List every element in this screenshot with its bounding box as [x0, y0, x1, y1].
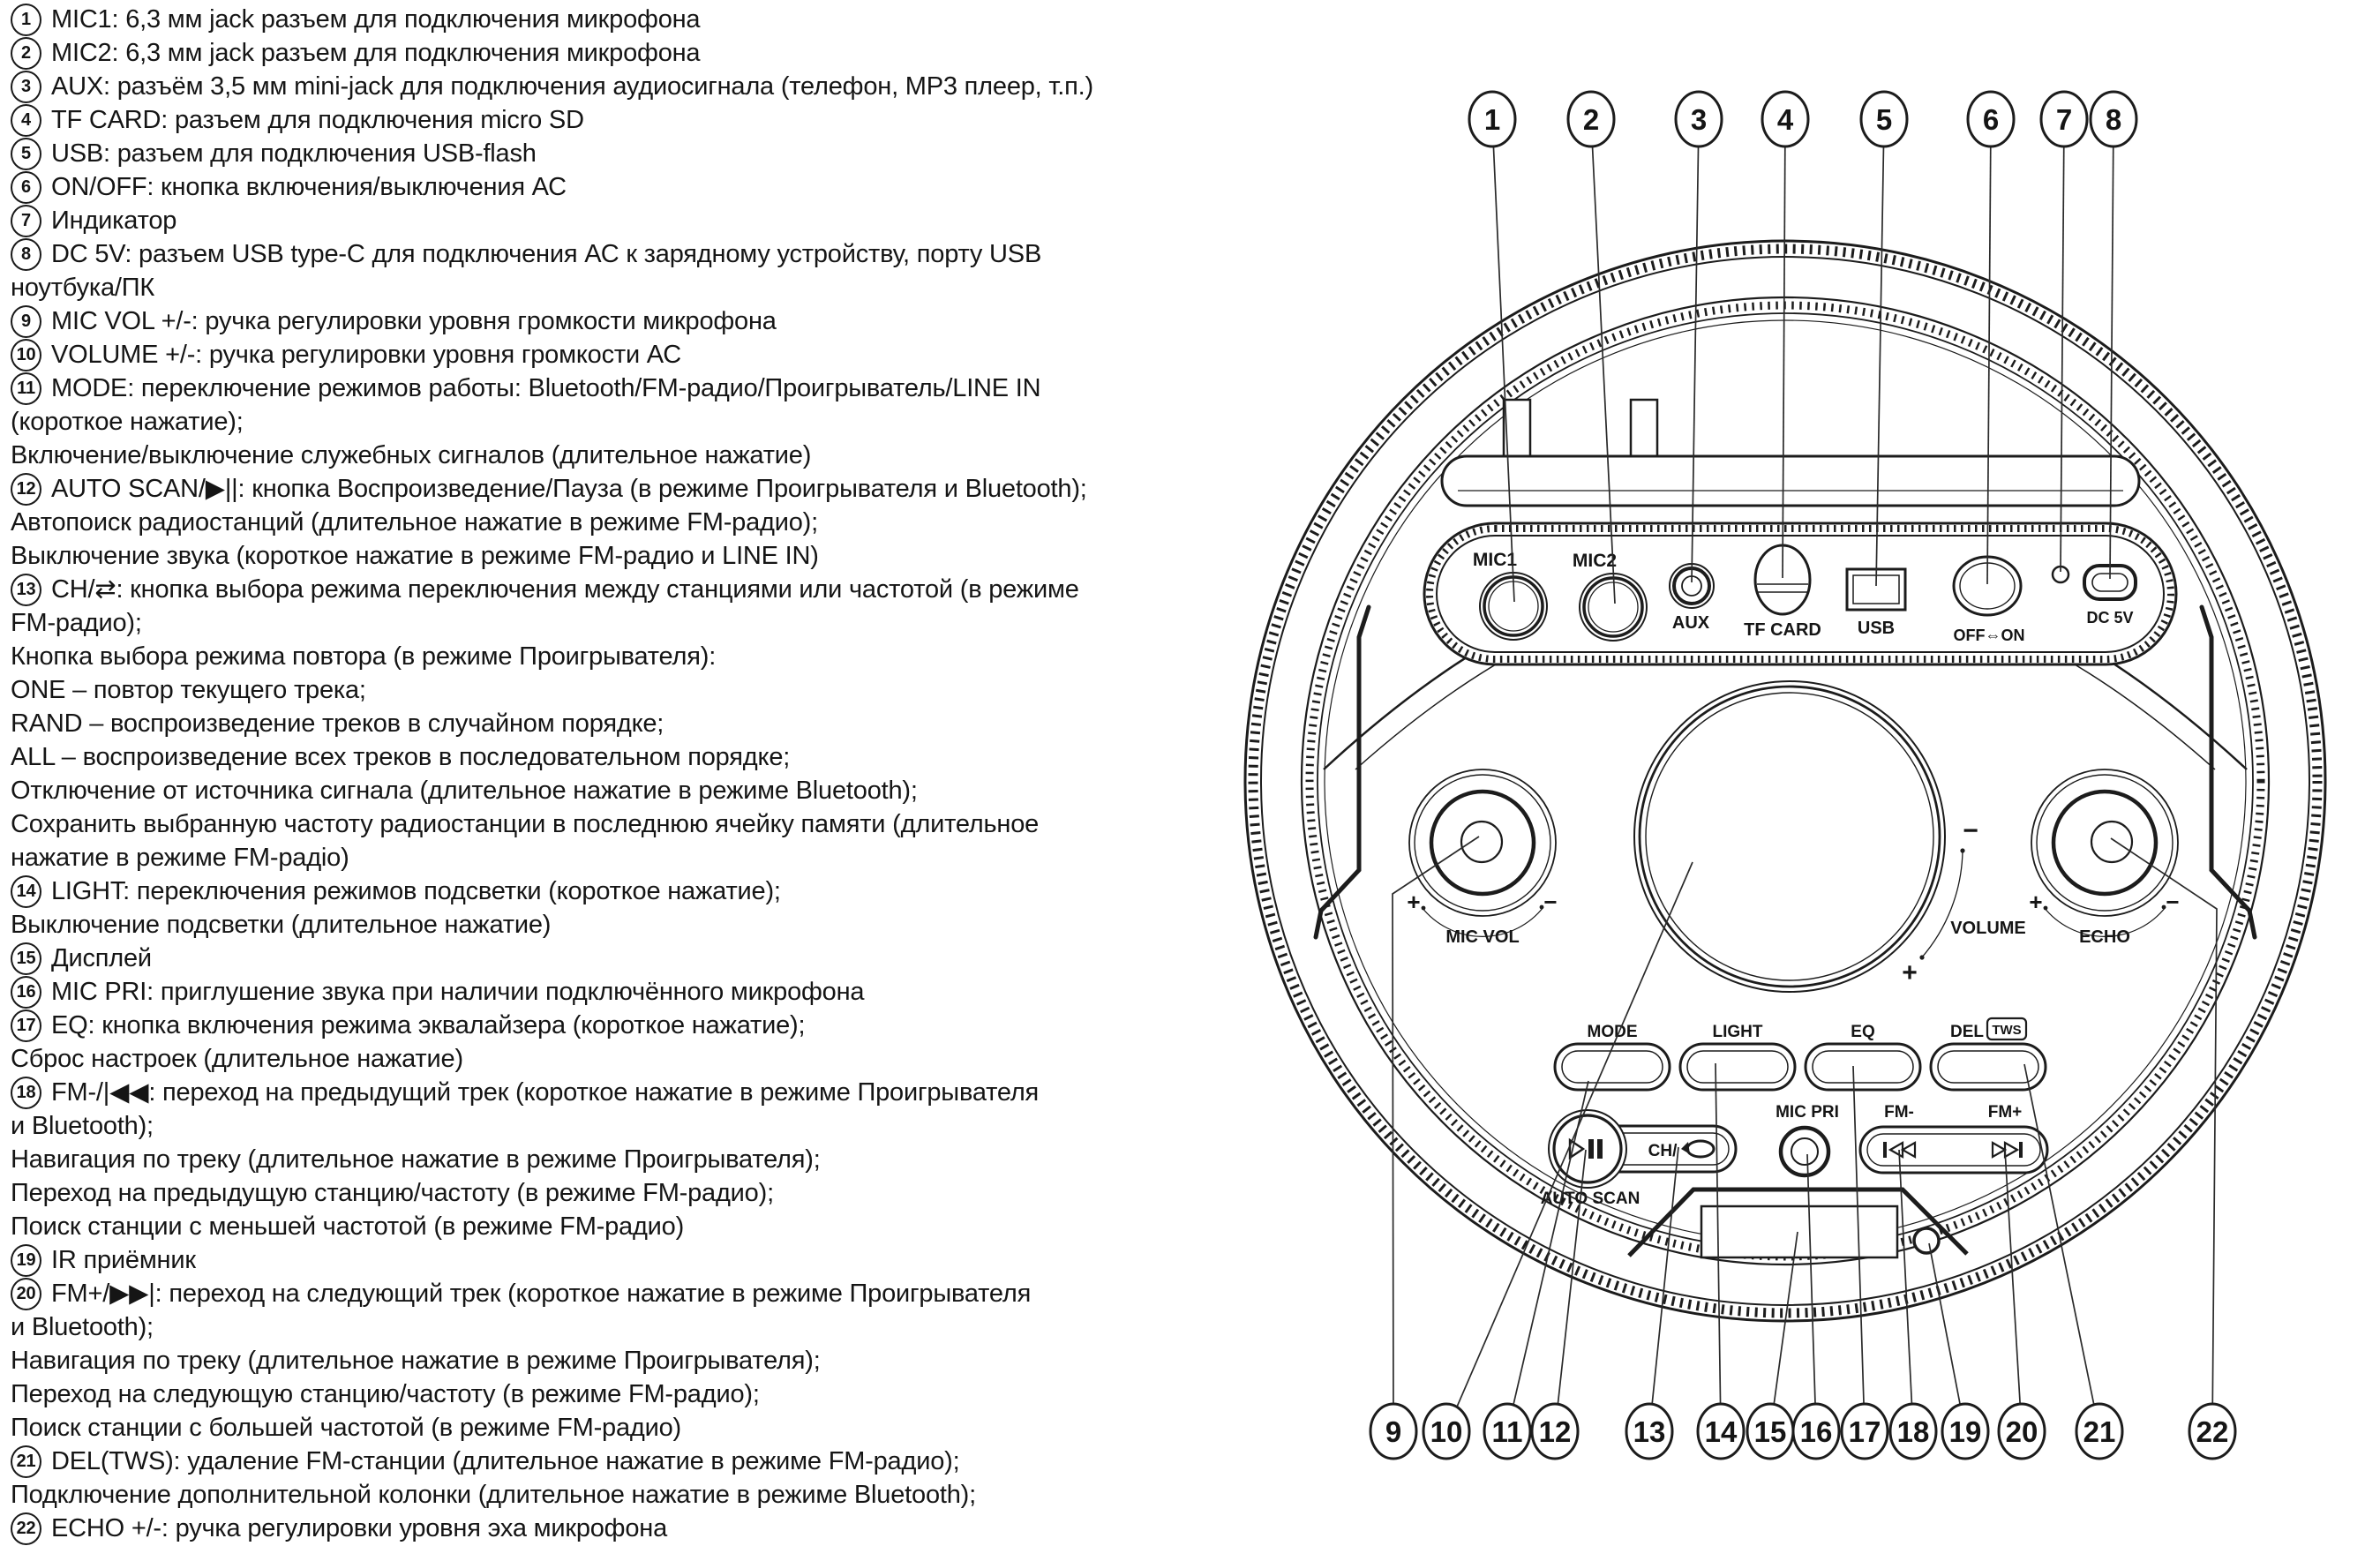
callout-number: 14: [1704, 1415, 1738, 1448]
legend-item-text: Автопоиск радиостанций (длительное нажатие в режиме FM-радио);: [11, 508, 818, 537]
callout-number: 21: [2083, 1415, 2116, 1448]
legend-item-text: Дисплей: [51, 944, 152, 972]
callout-number: 7: [2055, 103, 2073, 136]
legend-item-text: FM-радио);: [11, 609, 142, 637]
legend-item-text: Навигация по треку (длительное нажатие в режиме Проигрывателя);: [11, 1347, 821, 1375]
power-label: OFF⇔ON: [1953, 627, 2025, 644]
legend-item-text: MIC PRI: приглушение звука при наличии подключённого микрофона: [51, 978, 865, 1006]
callout-number: 8: [2105, 103, 2122, 136]
legend-item-number: 7: [11, 205, 41, 237]
fm-buttons: [1860, 1127, 2047, 1173]
legend-item-text: (короткое нажатие);: [11, 408, 244, 436]
legend-item-number: 9: [11, 305, 41, 338]
legend-item-text: Выключение подсветки (длительное нажатие): [11, 911, 552, 939]
legend-item-number: 12: [11, 473, 41, 506]
fm-plus-label: FM+: [1987, 1103, 2023, 1122]
legend-item-text: Сброс настроек (длительное нажатие): [11, 1045, 463, 1073]
aux-label: AUX: [1671, 613, 1710, 633]
button-row-top: [1555, 1018, 2046, 1090]
legend-item-text: MODE: переключение режимов работы: Bluetooth/FM-радио/Проигрыватель/LINE IN: [51, 374, 1041, 402]
legend-item-text: LIGHT: переключения режимов подсветки (короткое нажатие);: [51, 877, 781, 905]
legend-item-number: 21: [11, 1445, 41, 1478]
legend-item-number: 22: [11, 1512, 41, 1545]
legend-item-text: FM-/|◀◀: переход на предыдущий трек (короткое нажатие в режиме Проигрывателя: [51, 1078, 1040, 1107]
legend-item-number: 3: [11, 71, 41, 103]
mic-vol-label: MIC VOL: [1445, 927, 1520, 947]
echo-knob: [2029, 769, 2179, 947]
legend-item-number: 11: [11, 372, 41, 405]
legend-item-number: 2: [11, 37, 41, 70]
usb-label: USB: [1857, 619, 1896, 638]
legend-item-text: DEL(TWS): удаление FM-станции (длительное нажатие в режиме FM-радио);: [51, 1447, 960, 1475]
callout-number: 20: [2005, 1415, 2038, 1448]
callout-number: 22: [2196, 1415, 2229, 1448]
legend-item-text: RAND – воспроизведение треков в случайном порядке;: [11, 709, 664, 738]
legend-item-number: 13: [11, 574, 41, 606]
ch-label: CH/: [1648, 1142, 1678, 1160]
legend-item-text: Включение/выключение служебных сигналов (длительное нажатие): [11, 441, 812, 469]
handle: [1442, 400, 2139, 506]
legend-item-text: Кнопка выбора режима повтора (в режиме Проигрывателя):: [11, 642, 717, 671]
legend-item-text: MIC VOL +/-: ручка регулировки уровня громкости микрофона: [51, 307, 777, 335]
legend-item-text: CH/⇄: кнопка выбора режима переключения между станциями или частотой (в режиме: [51, 575, 1079, 604]
legend-item-number: 8: [11, 238, 41, 271]
echo-minus: −: [2166, 889, 2180, 915]
legend-item-text: MIC2: 6,3 мм jack разъем для подключения микрофона: [51, 39, 701, 67]
legend-item-text: VOLUME +/-: ручка регулировки уровня громкости АС: [51, 341, 682, 369]
callout-number: 3: [1690, 103, 1708, 136]
volume-plus: +: [1902, 958, 1918, 987]
light-label: LIGHT: [1712, 1023, 1763, 1041]
mode-label: MODE: [1587, 1023, 1638, 1041]
right-blade: [2202, 607, 2255, 937]
legend-item-text: Отключение от источника сигнала (длительное нажатие в режиме Bluetooth);: [11, 777, 918, 805]
legend-item-text: Выключение звука (короткое нажатие в режиме FM-радио и LINE IN): [11, 542, 819, 570]
legend-item-text: IR приёмник: [51, 1246, 196, 1274]
legend-item-text: нажатие в режиме FM-радіо): [11, 844, 349, 872]
callout-number: 16: [1799, 1415, 1833, 1448]
legend-item-text: Подключение дополнительной колонки (длительное нажатие в режиме Bluetooth);: [11, 1481, 976, 1509]
legend-item-text: FM+/▶▶|: переход на следующий трек (короткое нажатие в режиме Проигрывателя: [51, 1280, 1032, 1308]
callout-number: 17: [1848, 1415, 1881, 1448]
legend-item-number: 20: [11, 1278, 41, 1310]
callout-number: 2: [1582, 103, 1600, 136]
callout-number: 4: [1776, 103, 1794, 136]
mic2-jack: [1580, 574, 1647, 641]
legend-item-text: AUX: разъём 3,5 мм mini-jack для подключения аудиосигнала (телефон, MP3 плеер, т.п.): [51, 72, 1093, 101]
echo-label: ECHO: [2079, 927, 2130, 947]
legend-item-text: USB: разъем для подключения USB-flash: [51, 139, 537, 168]
legend-item-number: 4: [11, 104, 41, 137]
legend-item-text: Поиск станции с меньшей частотой (в режиме FM-радио): [11, 1212, 685, 1241]
legend-item-text: и Bluetooth);: [11, 1112, 154, 1140]
legend-item-text: ONE – повтор текущего трека;: [11, 676, 366, 704]
top-panel: [1424, 523, 2176, 664]
mic2-label: MIC2: [1572, 551, 1618, 571]
legend-item-number: 14: [11, 875, 41, 908]
display-screen: [1701, 1206, 1897, 1257]
legend-item-number: 17: [11, 1009, 41, 1042]
display-area: [1629, 1190, 1967, 1257]
ir-receiver: [1914, 1228, 1939, 1253]
legend-item-number: 1: [11, 4, 41, 36]
legend-item-text: DC 5V: разъем USB type-C для подключения АС к зарядному устройству, порту USB: [51, 240, 1042, 268]
legend-item-text: Навигация по треку (длительное нажатие в режиме Проигрывателя);: [11, 1145, 821, 1174]
legend-item-text: TF CARD: разъем для подключения micro SD: [51, 106, 584, 134]
del-label: DEL: [1950, 1023, 1984, 1041]
fm-minus-label: FM-: [1884, 1103, 1914, 1122]
legend-item-text: Поиск станции с большей частотой (в режиме FM-радио): [11, 1414, 682, 1442]
callout-number: 13: [1633, 1415, 1666, 1448]
legend-item-number: 19: [11, 1244, 41, 1277]
legend-item-text: ноутбука/ПК: [11, 274, 155, 302]
legend-item-text: Индикатор: [51, 206, 177, 235]
legend-item-number: 16: [11, 976, 41, 1009]
legend-item-text: Переход на предыдущую станцию/частоту (в режиме FM-радио);: [11, 1179, 774, 1207]
tws-label: TWS: [1992, 1023, 2022, 1038]
mic-pri-button: [1781, 1128, 1828, 1175]
legend-item-text: ECHO +/-: ручка регулировки уровня эха микрофона: [51, 1514, 668, 1542]
legend-item-number: 10: [11, 339, 41, 371]
callout-number: 15: [1753, 1415, 1787, 1448]
legend-item-text: AUTO SCAN/▶||: кнопка Воспроизведение/Пауза (в режиме Проигрывателя и Bluetooth);: [51, 475, 1087, 503]
volume-label: VOLUME: [1950, 919, 2026, 938]
auto-scan-button: [1549, 1110, 1626, 1188]
callout-number: 10: [1430, 1415, 1463, 1448]
legend-item-number: 6: [11, 171, 41, 204]
legend-item-text: MIC1: 6,3 мм jack разъем для подключения микрофона: [51, 5, 701, 34]
button-row-bottom: [1541, 1103, 2047, 1208]
mode-button: [1555, 1044, 1670, 1090]
callout-number: 18: [1896, 1415, 1930, 1448]
eq-button: [1806, 1044, 1920, 1090]
antenna-post: [1631, 400, 1657, 458]
legend-item-text: и Bluetooth);: [11, 1313, 154, 1341]
mic-vol-plus: +: [1407, 889, 1421, 915]
legend-item-text: EQ: кнопка включения режима эквалайзера (короткое нажатие);: [51, 1011, 806, 1039]
mic1-label: MIC1: [1472, 550, 1518, 570]
legend-item-text: Сохранить выбранную частоту радиостанции в последнюю ячейку памяти (длительное: [11, 810, 1040, 838]
volume-knob: [1634, 681, 2026, 992]
mic-pri-label: MIC PRI: [1776, 1103, 1839, 1122]
bottom-callouts: [1370, 1404, 2235, 1459]
callout-number: 11: [1491, 1415, 1523, 1448]
echo-plus: +: [2029, 889, 2043, 915]
auto-scan-label: AUTO SCAN: [1540, 1190, 1640, 1208]
legend-item-number: 5: [11, 138, 41, 170]
mic-vol-knob: [1407, 769, 1557, 947]
legend-item-text: Переход на следующую станцию/частоту (в режиме FM-радио);: [11, 1380, 760, 1408]
left-blade: [1316, 607, 1369, 937]
top-callouts: [1469, 92, 2136, 146]
volume-minus: −: [1963, 816, 1978, 845]
callout-number: 5: [1875, 103, 1893, 136]
mic-vol-minus: −: [1543, 889, 1558, 915]
dc5v-label: DC 5V: [2086, 609, 2134, 627]
legend-item-text: ALL – воспроизведение всех треков в последовательном порядке;: [11, 743, 791, 771]
callout-number: 1: [1483, 103, 1501, 136]
legend-item-number: 15: [11, 942, 41, 975]
legend-item-text: ON/OFF: кнопка включения/выключения АС: [51, 173, 567, 201]
callout-number: 12: [1538, 1415, 1572, 1448]
legend-item-number: 18: [11, 1077, 41, 1109]
light-button: [1680, 1044, 1795, 1090]
callout-number: 6: [1982, 103, 2000, 136]
eq-label: EQ: [1851, 1023, 1875, 1041]
tf-card-label: TF CARD: [1744, 620, 1821, 640]
callout-number: 19: [1948, 1415, 1982, 1448]
callout-number: 9: [1385, 1415, 1402, 1448]
